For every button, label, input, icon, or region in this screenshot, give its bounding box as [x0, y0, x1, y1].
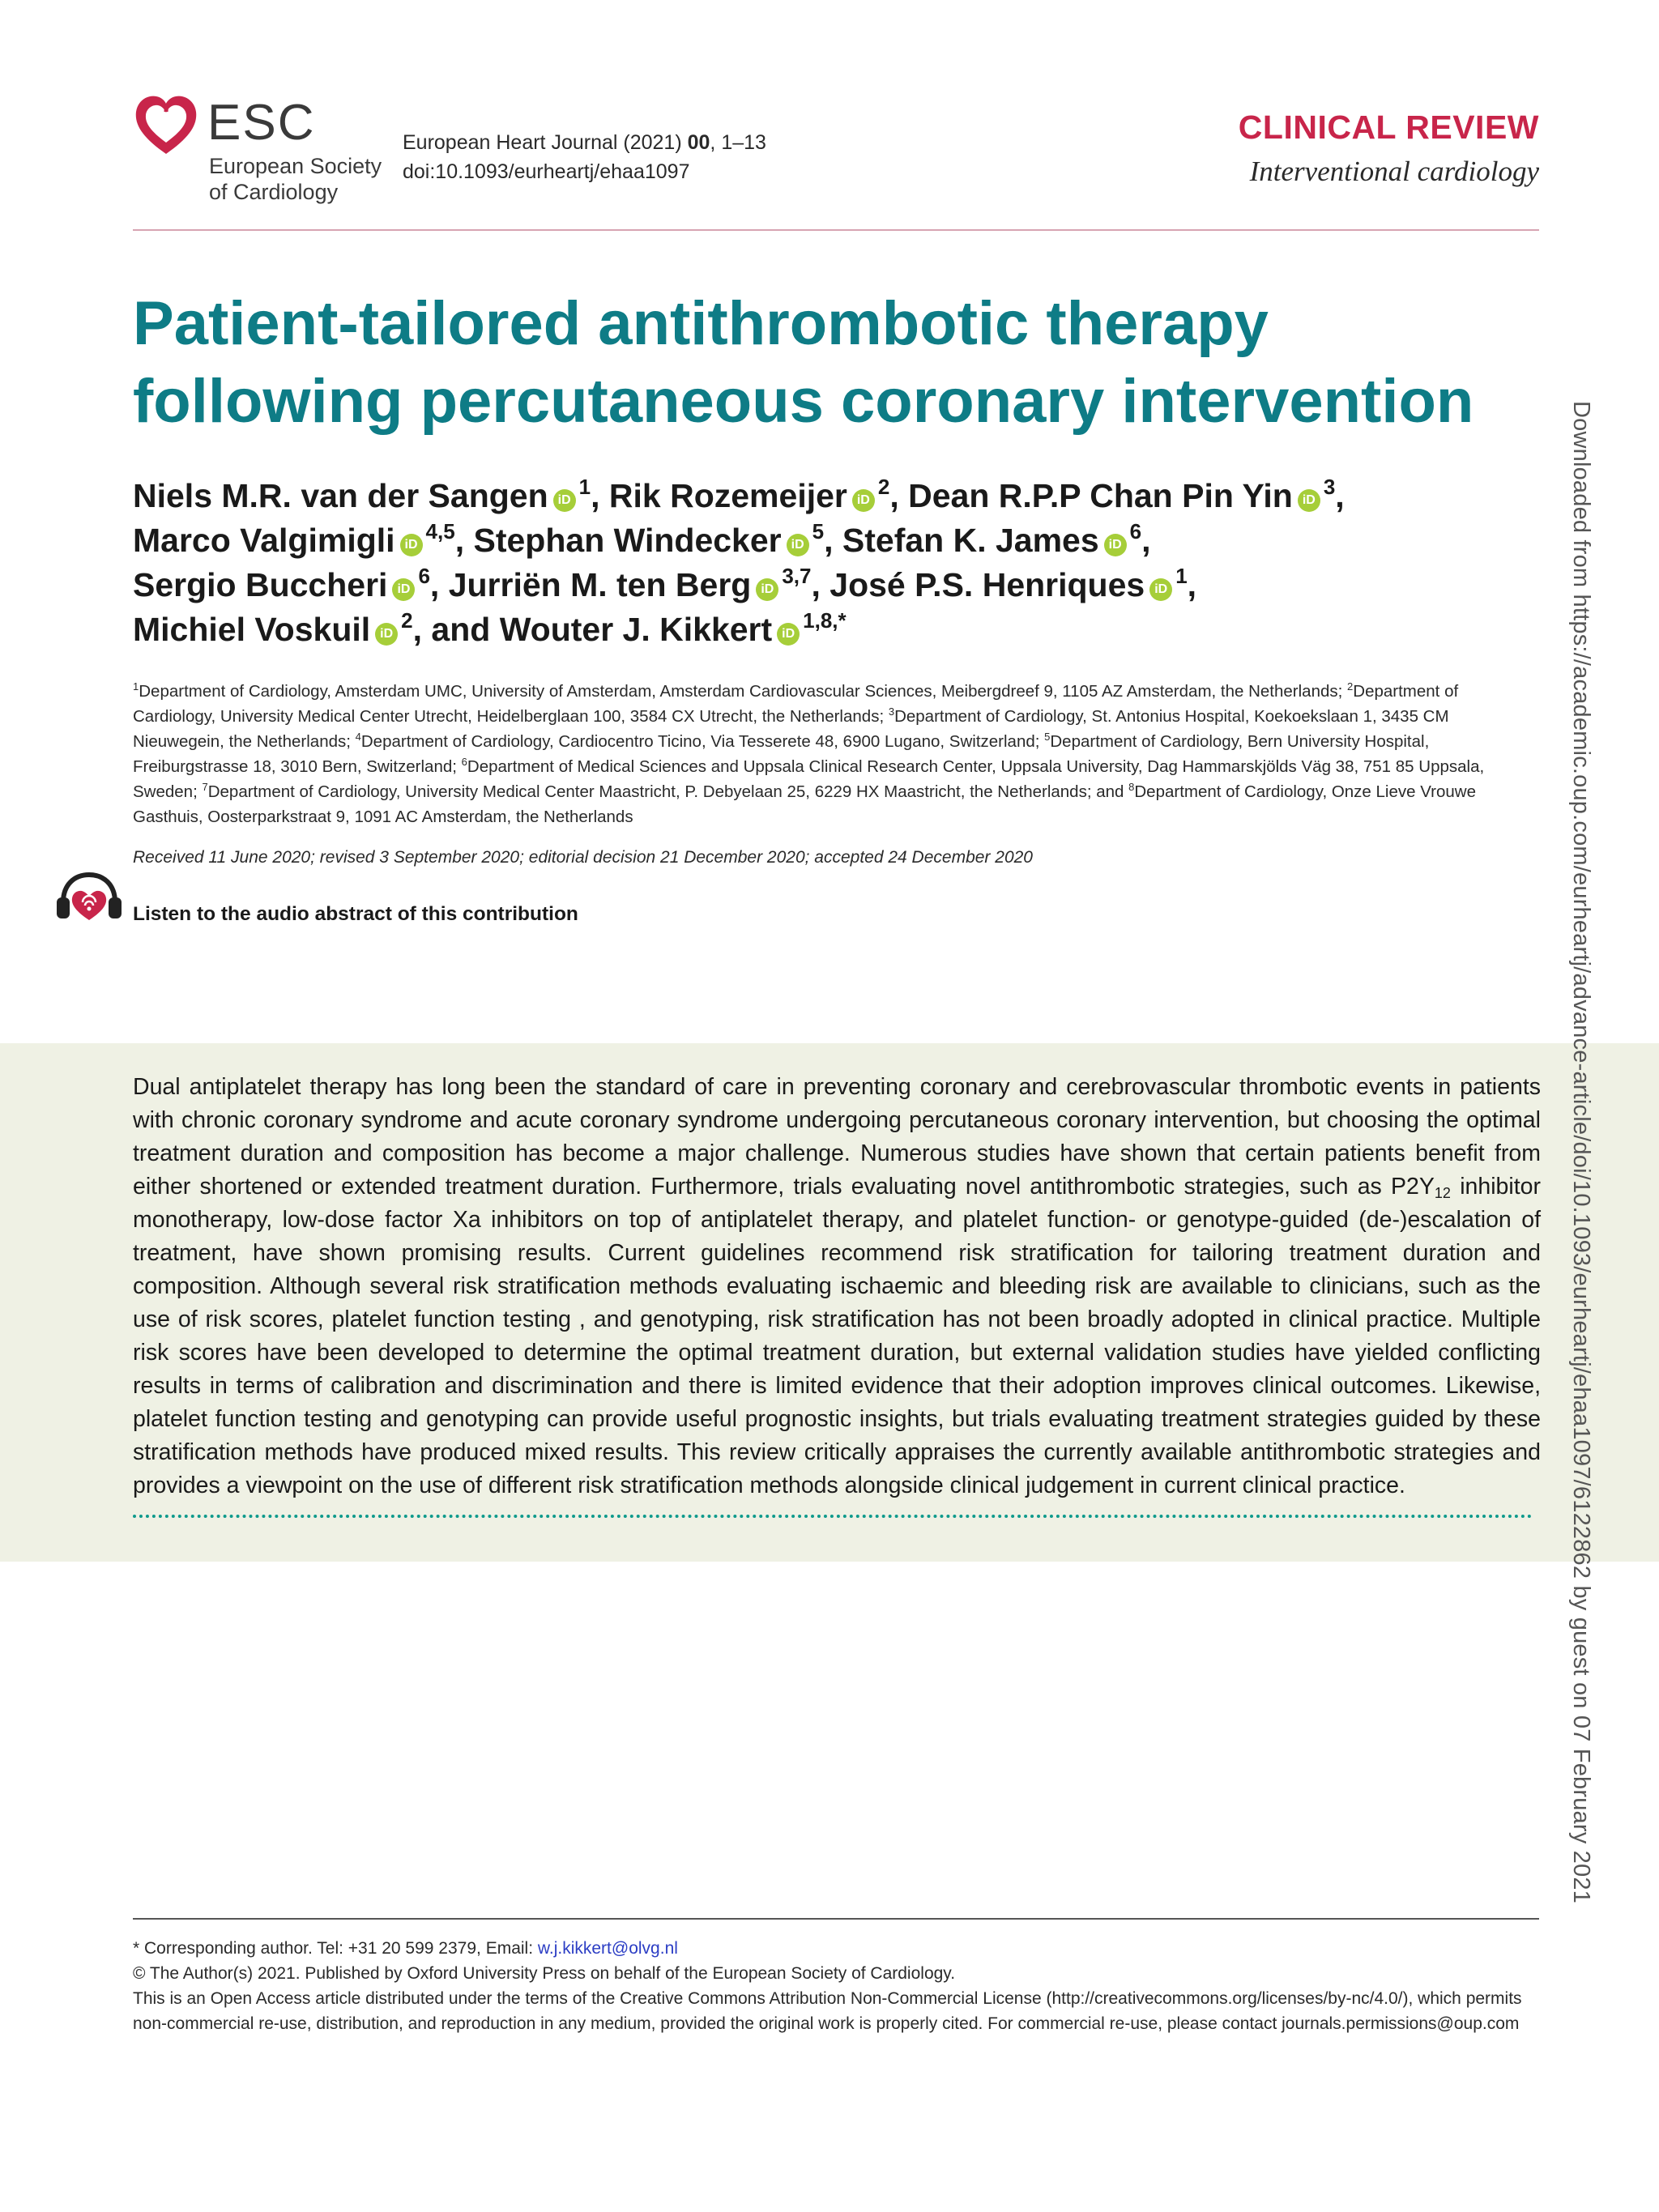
affiliation-text: Department of Medical Sciences and Uppsala Clinical Research Center, Uppsala University, Dag Hammarskjölds Väg 38, 751 85 Uppsala, Sweden; — [133, 757, 1485, 801]
author-affiliation-sup: 5 — [812, 519, 825, 543]
author-affiliation-sup: 2 — [401, 608, 413, 633]
audio-headphones-icon[interactable] — [55, 870, 123, 923]
orcid-icon[interactable]: iD — [400, 534, 423, 556]
affiliation-text: Department of Cardiology, University Medical Center Utrecht, Heidelberglaan 100, 3584 CX Utrecht, the Netherlands; — [133, 682, 1459, 726]
author-affiliation-sup: 1 — [578, 475, 591, 499]
affiliation-text: Department of Cardiology, Amsterdam UMC, University of Amsterdam, Amsterdam Cardiovascular Sciences, Meibergdreef 9, 1105 AZ Amsterdam, the Netherlands; — [139, 682, 1348, 701]
affiliation-text: Department of Cardiology, Bern University Hospital, Freiburgstrasse 18, 3010 Bern, Switzerland; — [133, 732, 1430, 776]
orcid-icon[interactable]: iD — [392, 578, 415, 601]
abstract-subscript: 12 — [1434, 1185, 1451, 1201]
author-name[interactable]: Dean R.P.P Chan Pin Yin — [908, 477, 1293, 514]
footnotes — [133, 1936, 1542, 2036]
header-divider — [133, 229, 1539, 231]
footer-divider — [133, 1918, 1539, 1920]
abstract-dotted-rule — [133, 1515, 1533, 1518]
author-name[interactable]: Niels M.R. van der Sangen — [133, 477, 548, 514]
author-affiliation-sup: 3,7 — [782, 564, 812, 588]
article-title: Patient-tailored antithrombotic therapy following percutaneous coronary intervention — [133, 289, 1474, 436]
author-name[interactable]: Wouter J. Kikkert — [499, 611, 773, 648]
author-separator: , — [1187, 566, 1197, 603]
author-name[interactable]: Jurriën M. ten Berg — [448, 566, 752, 603]
abstract-part-2: inhibitor monotherapy, low-dose factor Xa inhibitors on top of antiplatelet therapy, and platelet function- or genotype-guided (de-)escalation of treatment, have shown promising results. Current guidelines recommend risk stratification for tailoring treatment duration and composition. Although several risk stratification methods evaluating ischaemic and bleeding risk are available to clinicians, such as the use of risk scores, platelet function testing , and genotyping, risk stratification has not been broadly adopted in clinical practice. Multiple risk scores have been developed to determine the optimal treatment duration, but external validation studies have yielded conflicting results in terms of calibration and discrimination and there is limited evidence that their adoption improves clinical outcomes. Likewise, platelet function testing and genotyping can provide useful prognostic insights, but trials evaluating treatment strategies guided by these stratification methods have produced mixed results. This review critically appraises the currently available antithrombotic strategies and provides a viewpoint on the use of different risk stratification methods alongside clinical judgement in current clinical practice. — [133, 1174, 1541, 1498]
audio-abstract-link[interactable]: Listen to the audio abstract of this contribution — [133, 903, 578, 925]
author-name[interactable]: Sergio Buccheri — [133, 566, 388, 603]
author-list — [133, 474, 1542, 652]
orcid-icon[interactable]: iD — [777, 623, 800, 646]
affiliation-text: Department of Cardiology, University Medical Center Maastricht, P. Debyelaan 25, 6229 HX Maastricht, the Netherlands; and — [207, 782, 1129, 801]
affiliation-number: 8 — [1128, 781, 1135, 793]
affiliation-text: Department of Cardiology, Cardiocentro Ticino, Via Tesserete 48, 6900 Lugano, Switzerland; — [360, 732, 1045, 751]
author-name[interactable]: Marco Valgimigli — [133, 522, 395, 559]
affiliation-number: 1 — [133, 680, 139, 693]
abstract-text — [133, 1071, 1541, 1502]
journal-name: European Heart Journal (2021) — [403, 131, 682, 154]
author-separator: , — [1335, 477, 1345, 514]
author-separator: , and — [412, 611, 500, 648]
orcid-icon[interactable]: iD — [852, 489, 875, 512]
journal-citation — [403, 128, 766, 186]
esc-heart-logo-icon — [133, 92, 199, 159]
corresponding-author — [133, 1936, 1542, 1961]
orcid-icon[interactable]: iD — [375, 623, 398, 646]
affiliation-text: Department of Cardiology, St. Antonius Hospital, Koekoekslaan 1, 3435 CM Nieuwegein, the Netherlands; — [133, 707, 1449, 751]
orcid-icon[interactable]: iD — [1149, 578, 1172, 601]
author-name[interactable]: Michiel Voskuil — [133, 611, 371, 648]
section-label: CLINICAL REVIEW — [1238, 109, 1539, 146]
corresponding-text: * Corresponding author. Tel: +31 20 599 2379, Email: — [133, 1939, 538, 1958]
journal-pages: , 1–13 — [710, 131, 766, 154]
author-separator: , — [591, 477, 609, 514]
author-affiliation-sup: 2 — [877, 475, 890, 499]
section-subtitle: Interventional cardiology — [1249, 156, 1539, 187]
author-name[interactable]: Rik Rozemeijer — [608, 477, 847, 514]
author-affiliation-sup: 1 — [1175, 564, 1188, 588]
author-separator: , — [429, 566, 449, 603]
logo-line-1: European Society — [209, 154, 382, 178]
author-separator: , — [889, 477, 909, 514]
logo-abbrev: ESC — [207, 95, 316, 151]
author-separator: , — [1141, 522, 1151, 559]
author-separator: , — [824, 522, 842, 559]
doi-link[interactable]: doi:10.1093/eurheartj/ehaa1097 — [403, 160, 690, 183]
affiliation-number: 5 — [1044, 731, 1051, 743]
author-affiliation-sup: 6 — [418, 564, 430, 588]
author-name[interactable]: José P.S. Henriques — [830, 566, 1145, 603]
author-separator: , — [811, 566, 830, 603]
esc-logo[interactable] — [133, 89, 400, 211]
license-notice: This is an Open Access article distributed under the terms of the Creative Commons Attribution Non-Commercial License (http://creativecommons.org/licenses/by-nc/4.0/), which permits non-commercial re-use, distribution, and reproduction in any medium, provided the original work is properly cited. For commercial re-use, please contact journals.permissions@oup.com — [133, 1989, 1522, 2033]
author-affiliation-sup: 3 — [1323, 475, 1336, 499]
orcid-icon[interactable]: iD — [756, 578, 778, 601]
affiliation-number: 2 — [1347, 680, 1354, 693]
author-separator: , — [454, 522, 474, 559]
affiliation-text: Department of Cardiology, Onze Lieve Vrouwe Gasthuis, Oosterparkstraat 9, 1091 AC Amsterdam, the Netherlands — [133, 782, 1476, 826]
affiliation-number: 4 — [355, 731, 361, 743]
author-affiliation-sup: 1,8,* — [803, 608, 847, 633]
author-affiliation-sup: 4,5 — [425, 519, 455, 543]
author-name[interactable]: Stephan Windecker — [473, 522, 782, 559]
orcid-icon[interactable]: iD — [1104, 534, 1127, 556]
download-watermark: Downloaded from https://academic.oup.com/eurheartj/advance-article/doi/10.1093/eurheartj/ehaa1097/6122862 by guest on 07 February 2021 — [1568, 401, 1594, 1903]
author-affiliation-sup: 6 — [1129, 519, 1142, 543]
affiliations — [133, 679, 1542, 829]
orcid-icon[interactable]: iD — [1298, 489, 1320, 512]
article-dates: Received 11 June 2020; revised 3 September 2020; editorial decision 21 December 2020; accepted 24 December 2020 — [133, 848, 1033, 867]
affiliation-number: 3 — [888, 705, 895, 718]
journal-volume: 00 — [687, 131, 710, 154]
email-link[interactable]: w.j.kikkert@olvg.nl — [537, 1939, 678, 1958]
copyright-notice: © The Author(s) 2021. Published by Oxford University Press on behalf of the European Society of Cardiology. — [133, 1964, 956, 1983]
orcid-icon[interactable]: iD — [787, 534, 809, 556]
affiliation-number: 7 — [202, 781, 208, 793]
affiliation-number: 6 — [461, 756, 467, 768]
author-name[interactable]: Stefan K. James — [842, 522, 1099, 559]
orcid-icon[interactable]: iD — [553, 489, 576, 512]
abstract-part-1: Dual antiplatelet therapy has long been the standard of care in preventing coronary and cerebrovascular thrombotic events in patients with chronic coronary syndrome and acute coronary syndrome undergoing percutaneous coronary intervention, but choosing the optimal treatment duration and composition has become a major challenge. Numerous studies have shown that certain patients benefit from either shortened or extended treatment duration. Furthermore, trials evaluating novel antithrombotic strategies, such as P2Y — [133, 1074, 1541, 1200]
logo-line-2: of Cardiology — [209, 180, 339, 204]
